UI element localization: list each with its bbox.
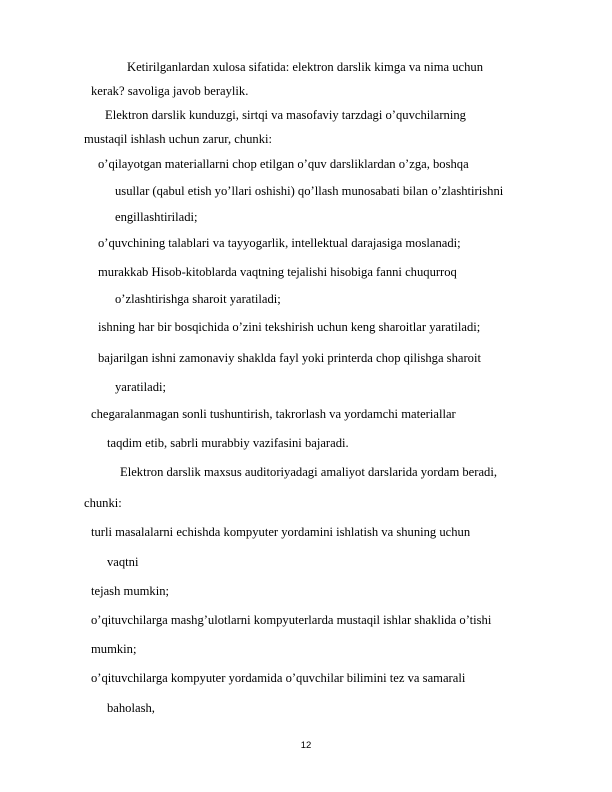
list-item: o’quvchining talablari va tayyogarlik, intellektual darajasiga moslanadi; — [98, 236, 461, 250]
text-line: kerak? savoliga javob beraylik. — [91, 84, 249, 98]
text-line: usullar (qabul etish yo’llari oshishi) qo’llash munosabati bilan o’zlashtirishni — [115, 184, 504, 198]
text-line: Elektron darslik maxsus auditoriyadagi amaliyot darslarida yordam beradi, — [120, 465, 498, 479]
text-line: vaqtni — [107, 555, 139, 569]
text-line: o’zlashtirishga sharoit yaratiladi; — [115, 292, 281, 306]
list-item: murakkab Hisob-kitoblarda vaqtning tejalishi hisobiga fanni chuqurroq — [98, 265, 457, 279]
text-line: tejash mumkin; — [91, 584, 170, 598]
list-item: turli masalalarni echishda kompyuter yordamini ishlatish va shuning uchun — [91, 525, 471, 539]
text-line: Elektron darslik kunduzgi, sirtqi va masofaviy tarzdagi o’quvchilarning — [105, 108, 466, 122]
list-item: bajarilgan ishni zamonaviy shaklda fayl yoki printerda chop qilishga sharoit — [98, 351, 481, 365]
text-line: baholash, — [107, 701, 155, 715]
list-item: ishning har bir bosqichida o’zini tekshirish uchun keng sharoitlar yaratiladi; — [98, 320, 481, 334]
text-line: mumkin; — [91, 642, 137, 656]
list-item: o’qituvchilarga kompyuter yordamida o’quvchilar bilimini tez va samarali — [91, 671, 466, 685]
text-line: Ketirilganlardan xulosa sifatida: elektron darslik kimga va nima uchun — [127, 60, 484, 74]
text-line: chunki: — [84, 496, 122, 510]
text-line: taqdim etib, sabrli murabbiy vazifasini bajaradi. — [107, 436, 349, 450]
page-number: 12 — [300, 740, 312, 751]
text-line: engillashtiriladi; — [115, 210, 198, 224]
text-line: mustaqil ishlash uchun zarur, chunki: — [84, 132, 273, 146]
list-item: o’qituvchilarga mashg’ulotlarni kompyuterlarda mustaqil ishlar shaklida o’tishi — [91, 613, 492, 627]
text-line: yaratiladi; — [115, 380, 167, 394]
list-item: chegaralanmagan sonli tushuntirish, takrorlash va yordamchi materiallar — [91, 407, 456, 421]
list-item: o’qilayotgan materiallarni chop etilgan o’quv darsliklardan o’zga, boshqa — [98, 157, 469, 171]
